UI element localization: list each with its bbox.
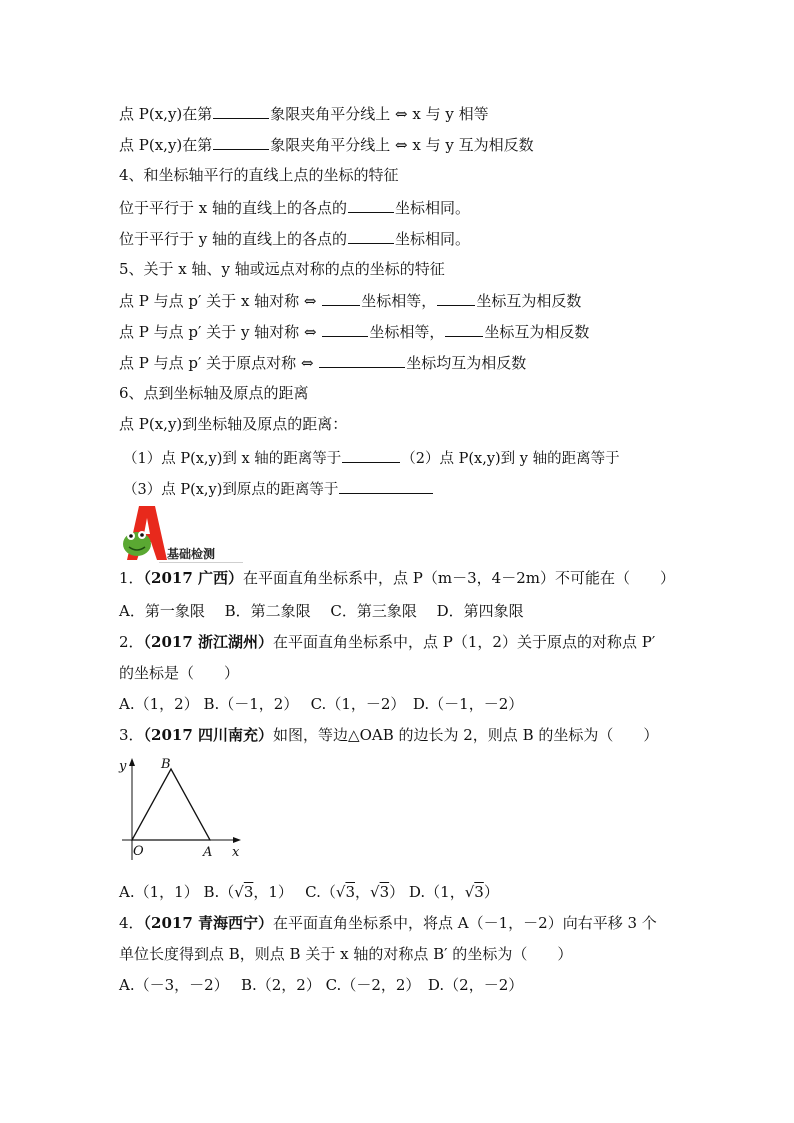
answer-blank[interactable] [322, 321, 368, 337]
text: 坐标相同。 [395, 199, 471, 217]
text: 坐标均互为相反数 [406, 354, 527, 372]
answer-blank[interactable] [348, 197, 394, 213]
text: 在平面直角坐标系中，点 P（m－3，4－2m）不可能在（ ） [243, 569, 675, 587]
text: 位于平行于 x 轴的直线上的各点的 [119, 199, 347, 217]
q4-options: A.（－3，－2） B.（2，2） C.（－2，2） D.（2，－2） [119, 976, 524, 994]
question-source: （2017 广西） [143, 569, 244, 587]
symmetry-origin-line [119, 352, 526, 373]
answer-blank[interactable] [322, 290, 360, 306]
text: 点 P 与点 p′ 关于 x 轴对称 ⇔ [119, 292, 317, 310]
sqrt-icon: √ [335, 883, 346, 901]
bisector-line-2 [119, 134, 534, 155]
triangle-oab [132, 769, 210, 840]
text: 点 P 与点 p′ 关于原点对称 ⇔ [119, 354, 314, 372]
text: ， [355, 883, 371, 901]
text: 在平面直角坐标系中，点 P（1，2）关于原点的对称点 P′ [273, 633, 656, 651]
x-axis-arrow-icon [233, 837, 241, 843]
equilateral-triangle-figure [117, 755, 247, 865]
radicand: 3 [474, 883, 484, 901]
text: 点 P 与点 p′ 关于 y 轴对称 ⇔ [119, 323, 317, 341]
basic-test-title: 基础检测 [167, 547, 216, 561]
section4-heading: 4、和坐标轴平行的直线上点的坐标的特征 [119, 166, 399, 184]
answer-blank[interactable] [437, 290, 475, 306]
text: （1）点 P(x,y)到 x 轴的距离等于 [123, 451, 342, 467]
text: 坐标相等， [361, 292, 437, 310]
text: 位于平行于 y 轴的直线上的各点的 [119, 230, 348, 248]
q2-stem [119, 632, 655, 652]
q4-stem [119, 913, 657, 933]
answer-blank[interactable] [213, 103, 269, 119]
b-label: B [161, 757, 171, 772]
question-source: （2017 青海西宁） [143, 914, 274, 932]
distance-items-row [123, 447, 620, 469]
text: A.（1，1） B.（ [119, 883, 235, 901]
text: 象限夹角平分线上 ⇔ x 与 y 相等 [270, 105, 489, 123]
q3-options [119, 882, 499, 902]
bisector-line-1 [119, 103, 489, 124]
text: ） D.（1， [389, 883, 465, 901]
radicand: 3 [379, 883, 390, 901]
text: 坐标相等， [369, 323, 445, 341]
text: 点 P(x,y)在第 [119, 105, 213, 123]
q2-options: A.（1，2） B.（－1，2） C.（1，－2） D.（－1，－2） [119, 695, 524, 713]
section6-intro: 点 P(x,y)到坐标轴及原点的距离： [119, 415, 348, 433]
question-number: 1． [119, 569, 144, 587]
answer-blank[interactable] [319, 352, 405, 368]
q2-stem-cont: 的坐标是（ ） [119, 664, 240, 682]
text: ，1） C.（ [253, 883, 336, 901]
radicand: 3 [243, 883, 254, 901]
text: 如图，等边△OAB 的边长为 2，则点 B 的坐标为（ ） [273, 726, 659, 744]
radicand: 3 [345, 883, 355, 901]
sqrt-icon: √ [464, 883, 475, 901]
text: （2）点 P(x,y)到 y 轴的距离等于 [401, 451, 620, 467]
y-label: y [119, 759, 127, 774]
q1-stem [119, 568, 675, 588]
text: 象限夹角平分线上 ⇔ x 与 y 互为相反数 [270, 136, 534, 154]
text: ） [483, 883, 499, 901]
a-label: A [203, 845, 213, 860]
y-axis-arrow-icon [129, 758, 135, 766]
answer-blank[interactable] [213, 134, 269, 150]
question-number: 3． [119, 726, 144, 744]
answer-blank[interactable] [348, 228, 394, 244]
text: 坐标互为相反数 [484, 323, 590, 341]
question-source: （2017 浙江湖州） [143, 633, 274, 651]
section6-heading: 6、点到坐标轴及原点的距离 [119, 384, 309, 402]
parallel-y-line [119, 228, 470, 249]
parallel-x-line [119, 197, 470, 218]
answer-blank[interactable] [342, 447, 400, 463]
distance-item-3 [123, 478, 434, 500]
answer-blank[interactable] [339, 478, 433, 494]
q4-stem-cont: 单位长度得到点 B，则点 B 关于 x 轴的对称点 B′ 的坐标为（ ） [119, 945, 573, 963]
question-source: （2017 四川南充） [143, 726, 274, 744]
o-label: O [133, 844, 144, 859]
symmetry-x-line [119, 290, 581, 311]
answer-blank[interactable] [445, 321, 483, 337]
text: 点 P(x,y)在第 [119, 136, 213, 154]
question-number: 2． [119, 633, 144, 651]
text: 坐标互为相反数 [476, 292, 582, 310]
text: （3）点 P(x,y)到原点的距离等于 [123, 482, 339, 498]
q3-stem [119, 725, 658, 745]
section5-heading: 5、关于 x 轴、y 轴或远点对称的点的坐标的特征 [119, 260, 445, 278]
text: 在平面直角坐标系中，将点 A（－1，－2）向右平移 3 个 [273, 914, 657, 932]
sqrt-icon: √ [234, 883, 244, 901]
symmetry-y-line [119, 321, 589, 342]
sqrt-icon: √ [370, 883, 380, 901]
x-label: x [232, 845, 240, 860]
question-number: 4． [119, 914, 144, 932]
q1-options: A．第一象限 B．第二象限 C．第三象限 D．第四象限 [119, 602, 524, 620]
text: 坐标相同。 [395, 230, 471, 248]
